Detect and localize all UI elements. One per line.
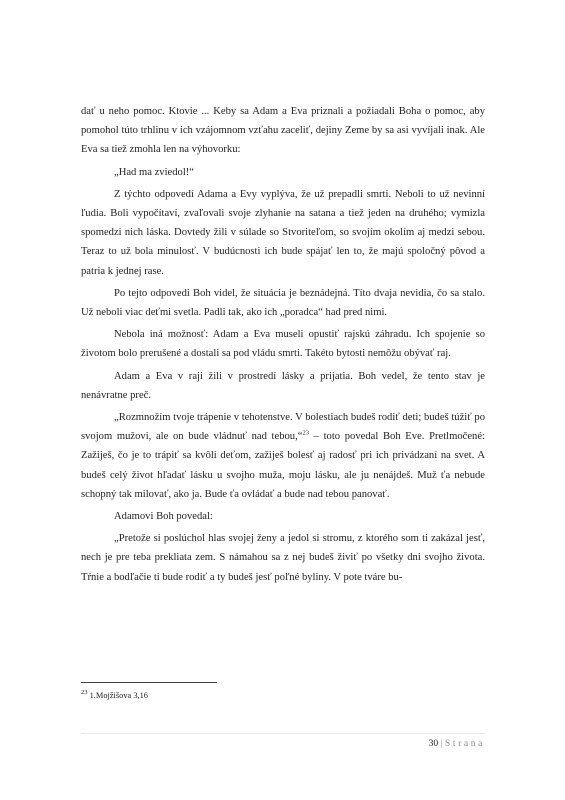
paragraph: „Pretože si poslúchol hlas svojej ženy a jedol si stromu, z ktorého som ti zakázal jesť, nech je pre teba prekliata zem. S námahou sa z nej budeš živiť po všetky dni svojho života. Tŕnie a bodľačie ti bude rodiť a ty budeš jesť poľné byliny. V pote tváre bu- bbox=[81, 533, 485, 583]
paragraph: Z týchto odpovedí Adama a Evy vyplýva, že už prepadli smrti. Neboli to už nevinní ľudia. Boli vypočítaví, zvaľovali svoje zlyhanie na satana a tiež jeden na druhého; vymizla spomedzi nich láska. Dovtedy žili v súlade so Stvoriteľom, so svojím okolím aj medzi sebou. Teraz to už bola minulosť. V budúcnosti ich bude spájať len to, že majú spoločný pôvod a patria k jednej rase. bbox=[81, 188, 485, 277]
paragraph: Po tejto odpovedi Boh videl, že situácia je beznádejná. Títo dvaja nevidia, čo sa stalo. Už neboli viac deťmi svetla. Padli tak, ako ich „poradca“ had pred nimi. bbox=[81, 287, 485, 319]
footnote bbox=[81, 690, 485, 701]
footnote-reference[interactable]: 23 bbox=[302, 429, 309, 437]
page-label: Strana bbox=[444, 738, 485, 749]
quote-continuation: – toto povedal Boh Eve. Pretlmočené: Zažiješ, čo je to trápiť sa kvôli deťom, zažiješ bolesť aj radosť pri ich privádzaní na svet. A budeš celý život hľadať lásku u svojho muža, moju lásku, ale ju nenájdeš. Muž ťa nebude schopný tak milovať, ako ja. Bude ťa ovládať a bude nad tebou panovať. bbox=[81, 431, 485, 500]
page-number: 30 bbox=[428, 738, 439, 749]
paragraph: Adamovi Boh povedal: bbox=[114, 511, 213, 523]
footer-divider bbox=[81, 733, 485, 734]
footnote-text: 1.Mojžišova 3,16 bbox=[87, 691, 148, 700]
body-text bbox=[81, 102, 485, 590]
footnote-divider bbox=[81, 682, 217, 683]
quote-text: „Rozmnožím tvoje trápenie v tehotenstve. V bolestiach budeš rodiť deti; budeš túžiť po svojom mužovi, ale on bude vládnuť nad tebou,“ bbox=[81, 412, 485, 443]
quote-paragraph bbox=[81, 408, 485, 504]
footnote-number: 23 bbox=[81, 689, 88, 697]
page-footer bbox=[429, 738, 485, 750]
paragraph: Nebola iná možnosť: Adam a Eva museli opustiť rajskú záhradu. Ich spojenie so životom bolo prerušené a dostali sa pod vládu smrti. Takéto bytosti nemôžu obývať raj. bbox=[81, 329, 485, 360]
paragraph: Adam a Eva v raji žili v prostredí lásky a prijatia. Boh vedel, že tento stav je nenávratne preč. bbox=[81, 370, 485, 401]
footer-separator: | bbox=[438, 738, 445, 749]
paragraph: dať u neho pomoc. Ktovie ... Keby sa Adam a Eva priznali a požiadali Boha o pomoc, aby pomohol túto trhlinu v ich vzájomnom vzťahu zaceliť, dejiny Zeme by sa asi vyvíjali inak. Ale Eva sa tiež zmohla len na výhovorku: bbox=[81, 106, 485, 156]
paragraph: „Had ma zviedol!“ bbox=[114, 166, 195, 178]
